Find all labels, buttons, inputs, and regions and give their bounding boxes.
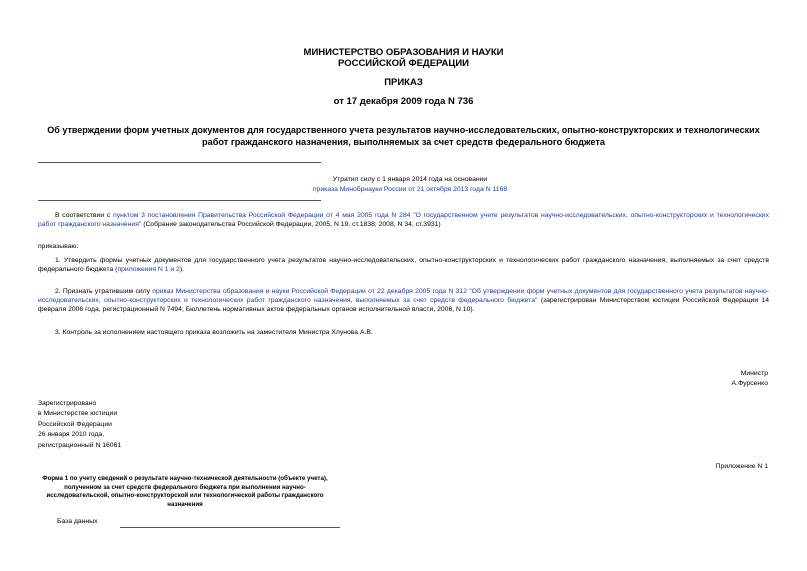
document-title [45,124,762,148]
signature-position: Министр [740,370,768,377]
document-title-line1: Об утверждении форм учетных документов для государственного учета результатов научно-исследовательских, опытно-конструкторских и технологических [47,125,760,135]
item2-suffix: (зарегистрирован Министерством юстиции Российской Федерации 14 февраля 2006 года, регистрационный N 7494; Бюллетень нормативных актов федеральных органов исполнительной власти, 2006, N 10). [38,297,769,313]
separator-bottom [38,200,321,201]
item2-prefix: 2. Признать утратившим силу [55,288,153,295]
ministry-name-line1: МИНИСТЕРСТВО ОБРАЗОВАНИЯ И НАУКИ [303,47,504,58]
document-type: ПРИКАЗ [384,77,423,88]
registration-block [38,399,121,451]
order-item-1 [38,256,769,274]
order-item-2 [38,287,769,314]
preamble-prefix: В соответствии с [55,212,114,219]
signature-name: А.Фурсенко [731,380,768,387]
registration-line1: Зарегистрировано [38,400,97,407]
registration-line4: 26 января 2010 года, [38,431,105,439]
preamble-paragraph [38,211,769,229]
item1-text: 1. Утвердить формы учетных документов для государственного учета результатов научно-исследовательских, опытно-конструкторских и технологических работ гражданского назначения, выполняемых за счет средств федерального бюджета ( [38,257,769,273]
repealed-order-link[interactable]: приказ Министерства образования и науки Российской Федерации от 22 декабря 2005 года N 312 "Об утверждении форм учетных документов для государственного учета результатов научно-исследовательских, опытно-конструкторских и технологических работ гражданского назначения, выполняемых за счет средств федерального бюджета" [38,288,769,304]
appendices-link[interactable]: приложения N 1 и 2 [117,266,180,273]
registration-line3: Российской Федерации [38,420,112,428]
database-field-label: База данных [57,518,98,525]
appendix-label: Приложение N 1 [715,463,768,470]
status-note: Утратил силу с 1 января 2014 года на основании [332,176,488,183]
registration-line5: регистрационный N 16061 [38,441,122,449]
order-item-3: 3. Контроль за исполнением настоящего приказа возложить на заместителя Министра Хлунова А.В. [55,329,373,336]
database-field-line [120,527,340,528]
ministry-name-line2: РОССИЙСКОЙ ФЕДЕРАЦИИ [337,58,469,69]
registration-line2: в Министерстве юстиции [38,410,118,418]
document-date: от 17 декабря 2009 года N 736 [333,96,474,107]
separator-top [38,162,321,163]
order-word: приказываю: [38,243,79,250]
item1-end: ). [179,266,184,273]
status-link-wrap [240,185,580,194]
repeal-order-link[interactable]: приказа Минобрнауки России от 21 октября 2013 года N 1168 [312,186,508,193]
document-title-line2: работ гражданского назначения, выполняемых за счет средств федерального бюджета [202,137,605,147]
form-title: Форма 1 по учету сведений о результате научно-технической деятельности (объекте учета), полученном за счет средств федерального бюджета при выполнении научно-исследовательской, опытно-конструкторской или технологической работы гражданского назначения [42,475,328,508]
government-decree-link[interactable]: пунктом 3 постановления Правительства Российской Федерации от 4 мая 2005 года N 284 "О государственном учете результатов научно-исследовательских, опытно-конструкторских и технологических работ гражданского назначения" [38,212,770,228]
preamble-suffix: (Собрание законодательства Российской Федерации, 2005, N 19, ст.1838; 2008, N 34, ст.3931) [141,221,441,228]
